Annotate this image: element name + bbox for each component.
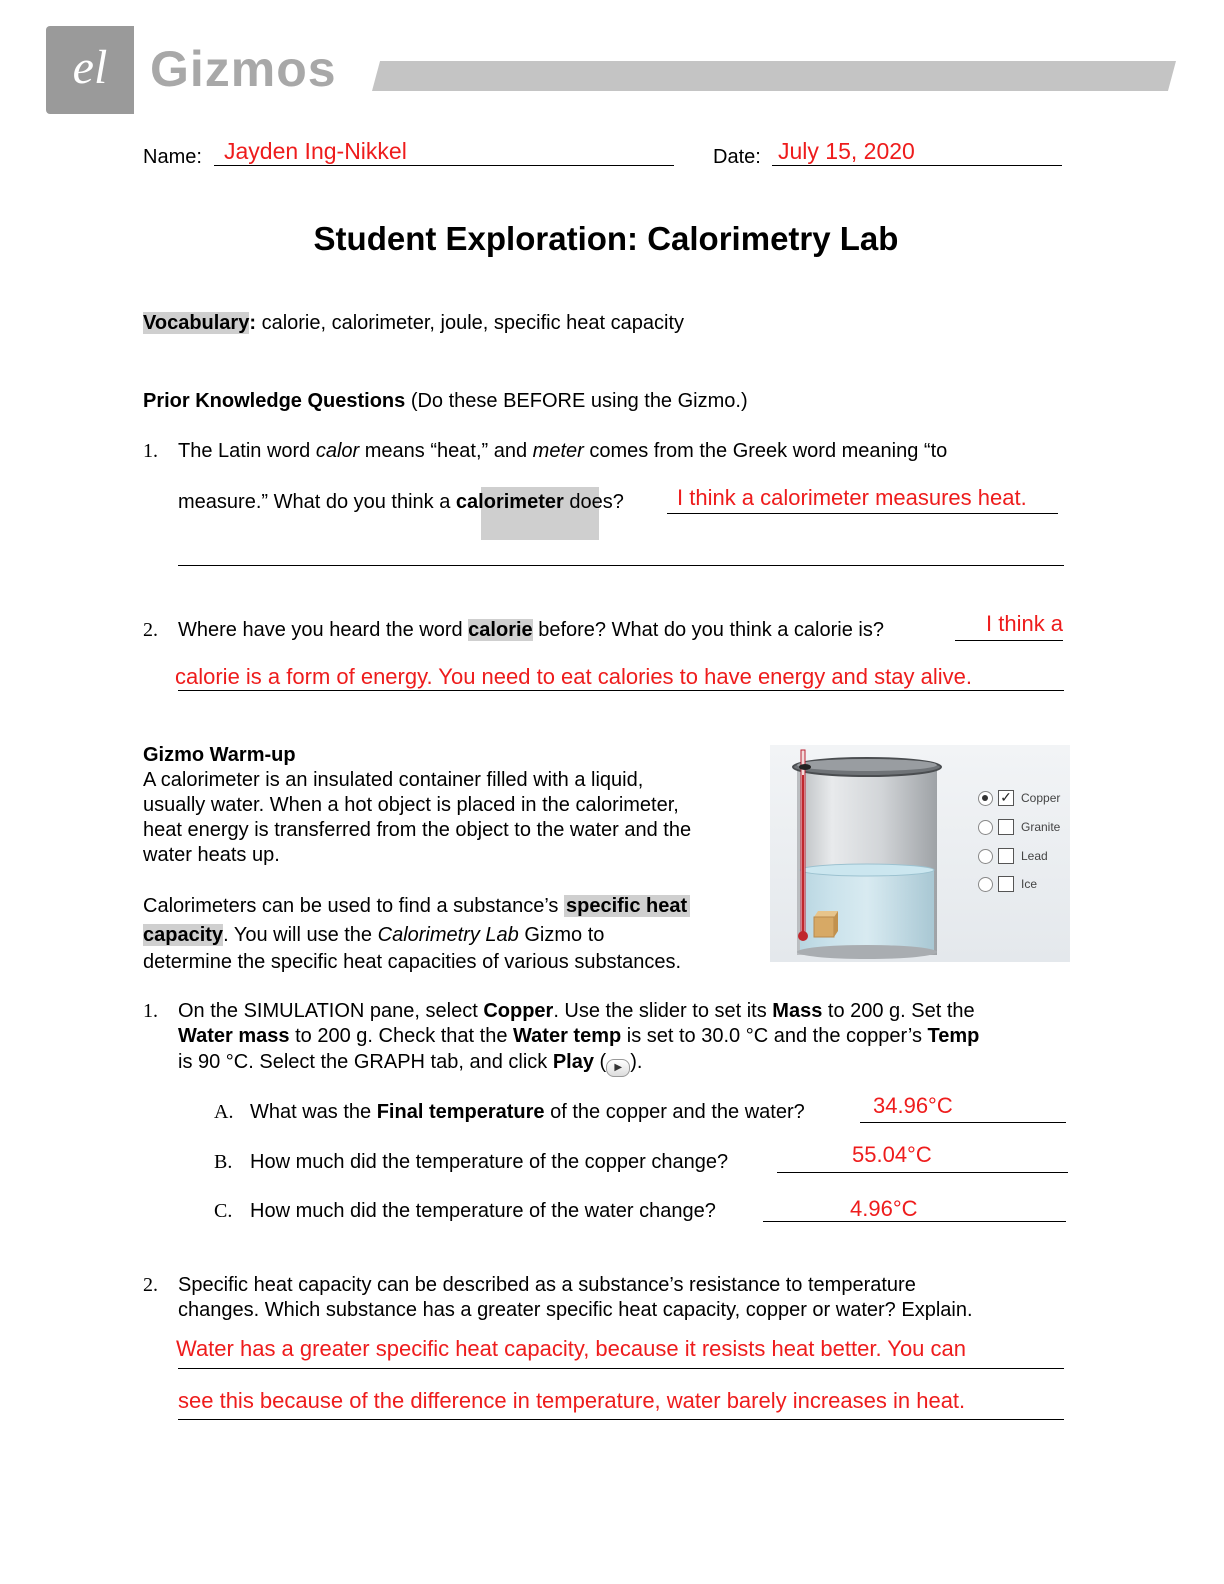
ice-radio[interactable]: [978, 877, 993, 892]
logo-glyph: el: [72, 41, 108, 94]
q1b-text: How much did the temperature of the copper change?: [250, 1151, 729, 1173]
prior-q1-line1: The Latin word calor means “heat,” and meter comes from the Greek word meaning “to: [178, 440, 948, 462]
q2-number: 2.: [143, 1274, 158, 1296]
q1-line1: On the SIMULATION pane, select Copper. Use the slider to set its Mass to 200 g. Set the: [178, 1000, 975, 1022]
option-granite[interactable]: [978, 817, 1060, 837]
vocabulary-colon: :: [249, 312, 257, 334]
prior-q2-answer1[interactable]: I think a: [986, 611, 1064, 636]
name-value[interactable]: Jayden Ing-Nikkel: [224, 138, 407, 164]
q1a-letter: A.: [214, 1101, 234, 1123]
copper-radio[interactable]: [978, 791, 993, 806]
option-ice[interactable]: [978, 874, 1037, 894]
q1-line2: Water mass to 200 g. Check that the Water temp is set to 30.0 °C and the copper’s Temp: [178, 1025, 980, 1047]
granite-radio[interactable]: [978, 820, 993, 835]
granite-checkbox[interactable]: [998, 819, 1014, 835]
page-title: Student Exploration: Calorimetry Lab: [313, 220, 899, 257]
date-label: Date:: [713, 146, 761, 168]
q2-line1: Specific heat capacity can be described as a substance’s resistance to temperature: [178, 1274, 916, 1296]
q2-answer2[interactable]: see this because of the difference in temperature, water barely increases in heat.: [178, 1388, 966, 1413]
warmup-p2-line3: determine the specific heat capacities of various substances.: [143, 951, 682, 973]
play-icon: ▶: [606, 1059, 630, 1077]
q1-line3: is 90 °C. Select the GRAPH tab, and click Play ( ▶ ).: [178, 1050, 642, 1077]
vocabulary-terms: calorie, calorimeter, joule, specific heat capacity: [261, 312, 684, 334]
copper-checkbox[interactable]: ✓: [998, 790, 1014, 806]
q1b-answer-line: [777, 1172, 1068, 1173]
warmup-p2-line2: capacity. You will use the Calorimetry Lab Gizmo to: [143, 924, 605, 946]
prior-q2-line1: Where have you heard the word calorie before? What do you think a calorie is?: [178, 619, 884, 641]
q2-answer-line2: [178, 1419, 1064, 1420]
date-line: [772, 165, 1062, 166]
prior-q2-answer-line1: [955, 640, 1063, 641]
q1a-answer[interactable]: 34.96°C: [873, 1093, 953, 1118]
q1a-answer-line: [860, 1122, 1066, 1123]
q2-line2: changes. Which substance has a greater specific heat capacity, copper or water? Explain.: [178, 1299, 973, 1321]
prior-q1-answer-line2: [178, 565, 1064, 566]
lead-label: Lead: [1021, 849, 1048, 863]
q2-answer-line1: [178, 1368, 1064, 1369]
q1b-letter: B.: [214, 1151, 233, 1173]
name-line: [214, 165, 674, 166]
gizmos-logo-box: [46, 26, 134, 114]
vocabulary: [143, 311, 684, 335]
date-value[interactable]: July 15, 2020: [778, 138, 915, 164]
gizmos-wordmark: Gizmos: [150, 41, 337, 97]
ice-label: Ice: [1021, 877, 1038, 891]
name-label: Name:: [143, 146, 202, 168]
warmup-heading: Gizmo Warm-up: [143, 744, 296, 766]
prior-q1-number: 1.: [143, 440, 158, 462]
q1b-answer[interactable]: 55.04°C: [852, 1142, 932, 1167]
q1a-text: What was the Final temperature of the copper and the water?: [250, 1101, 805, 1123]
q1-number: 1.: [143, 1000, 158, 1022]
prior-q1-answer-line1: [667, 513, 1058, 514]
prior-q2-answer-line2: [178, 690, 1064, 691]
lead-radio[interactable]: [978, 849, 993, 864]
warmup-p2-line1: Calorimeters can be used to find a substance’s specific heat: [143, 894, 690, 918]
copper-label: Copper: [1021, 791, 1061, 805]
warmup-p1-line1: A calorimeter is an insulated container filled with a liquid,: [143, 769, 644, 791]
prior-q2-answer2[interactable]: calorie is a form of energy. You need to eat calories to have energy and stay alive.: [175, 664, 972, 689]
q2-answer1[interactable]: Water has a greater specific heat capacity, because it resists heat better. You can: [176, 1336, 967, 1361]
vocabulary-label: Vocabulary: [143, 312, 250, 334]
option-lead[interactable]: [978, 846, 1048, 866]
header-bar: [372, 61, 1176, 91]
prior-q2-number: 2.: [143, 619, 158, 641]
warmup-p1-line3: heat energy is transferred from the object to the water and the: [143, 819, 692, 841]
prior-q1-line2: measure.” What do you think a calorimeter does?: [178, 491, 624, 513]
lead-checkbox[interactable]: [998, 848, 1014, 864]
granite-label: Granite: [1021, 820, 1061, 834]
prior-heading: Prior Knowledge Questions: [143, 390, 406, 412]
q1c-answer[interactable]: 4.96°C: [850, 1196, 918, 1221]
warmup-p1-line4: water heats up.: [143, 844, 280, 866]
ice-checkbox[interactable]: [998, 876, 1014, 892]
option-copper[interactable]: [978, 788, 1060, 808]
prior-knowledge-heading: [143, 389, 748, 413]
q1c-text: How much did the temperature of the water change?: [250, 1200, 716, 1222]
calorimeter-simulation: [770, 745, 1070, 962]
warmup-p1-line2: usually water. When a hot object is placed in the calorimeter,: [143, 794, 679, 816]
prior-note: (Do these BEFORE using the Gizmo.): [410, 390, 748, 412]
prior-q1-answer[interactable]: I think a calorimeter measures heat.: [677, 485, 1027, 510]
q1c-letter: C.: [214, 1200, 233, 1222]
